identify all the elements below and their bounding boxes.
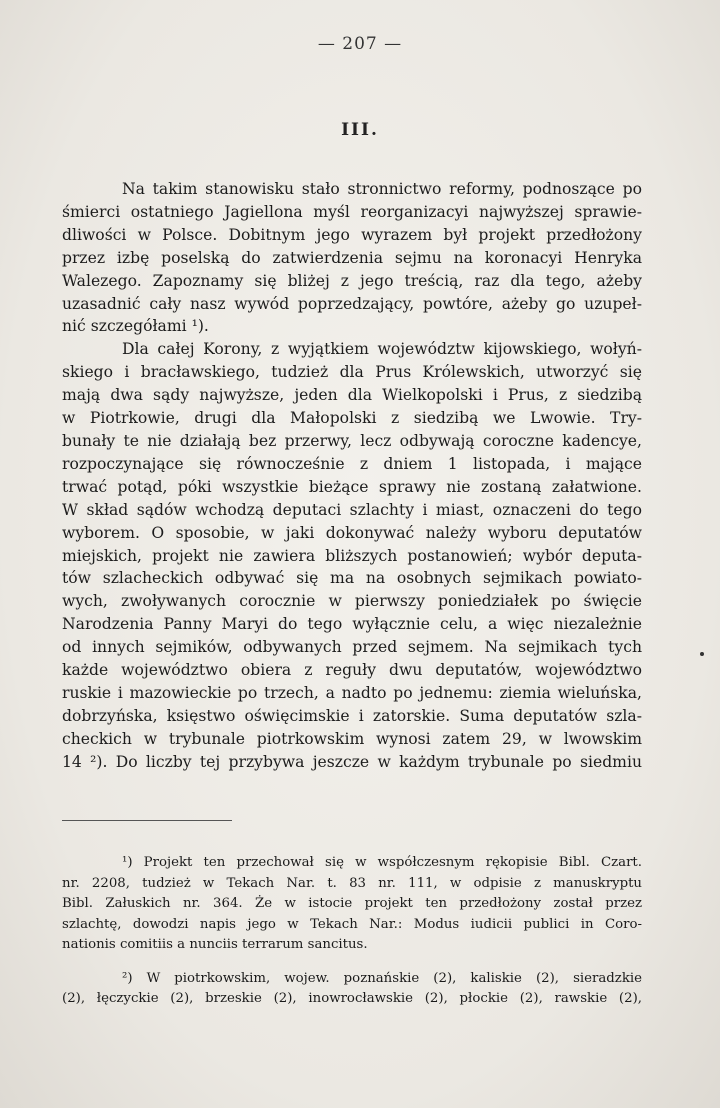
page-number: — 207 — (317, 34, 403, 54)
footnote-line: ²) W piotrkowskim, wojew. poznańskie (2), kaliskie (2), sieradzkie (122, 970, 642, 986)
footnote-line: (2), łęczyckie (2), brzeskie (2), inowrocławskie (2), płockie (2), rawskie (2), (62, 991, 642, 1006)
text-line: śmierci ostatniego Jagiellona myśl reorganizacyi najwyższej sprawie- (62, 202, 642, 221)
text-line: przez izbę poselską do zatwierdzenia sejmu na koronacyi Henryka (62, 248, 642, 267)
body-text (62, 178, 642, 774)
text-line: bunały te nie działają bez przerwy, lecz odbywają coroczne kadencye, (62, 431, 642, 450)
text-line: skiego i bracławskiego, tudzież dla Prus Królewskich, utworzyć się (62, 363, 642, 382)
text-line: Na takim stanowisku stało stronnictwo reformy, podnoszące po (122, 180, 642, 198)
footnote-line: nationis comitiis a nunciis terrarum sancitus. (62, 937, 368, 952)
text-line: Walezego. Zapoznamy się bliżej z jego treścią, raz dla tego, ażeby (62, 271, 642, 290)
text-line: tów szlacheckich odbywać się ma na osobnych sejmikach powiato- (62, 569, 642, 588)
text-line: miejskich, projekt nie zawiera bliższych postanowień; wybór deputa- (62, 546, 642, 565)
text-line: Dla całej Korony, z wyjątkiem województw kijowskiego, wołyń- (122, 340, 642, 359)
text-line: W skład sądów wchodzą deputaci szlachty i miast, oznaczeni do tego (62, 500, 642, 519)
ink-speck (700, 652, 704, 656)
section-heading: III. (341, 120, 379, 140)
text-line: uzasadnić cały nasz wywód poprzedzający, powtóre, ażeby go uzupeł- (62, 294, 642, 313)
text-line: checkich w trybunale piotrkowskim wynosi zatem 29, w lwowskim (62, 729, 642, 748)
footnotes (62, 853, 642, 1010)
text-line: dliwości w Polsce. Dobitnym jego wyrazem był projekt przedłożony (62, 225, 642, 244)
text-line: dobrzyńska, księstwo oświęcimskie i zatorskie. Suma deputatów szla- (62, 706, 642, 725)
footnote-divider (62, 820, 232, 821)
text-line: każde województwo obiera z reguły dwu deputatów, województwo (62, 661, 642, 680)
text-line: rozpoczynające się równocześnie z dniem 1 listopada, i mające (62, 454, 642, 473)
text-line: Narodzenia Panny Maryi do tego wyłącznie celu, a więc niezależnie (62, 615, 642, 634)
text-line: od innych sejmików, odbywanych przed sejmem. Na sejmikach tych (62, 638, 642, 657)
text-line: w Piotrkowie, drugi dla Małopolski z siedzibą we Lwowie. Try- (62, 409, 642, 428)
text-line: nić szczegółami ¹). (62, 317, 209, 336)
footnote-line: nr. 2208, tudzież w Tekach Nar. t. 83 nr. 111, w odpisie z manuskryptu (62, 875, 642, 891)
text-line: ruskie i mazowieckie po trzech, a nadto po jednemu: ziemia wieluńska, (62, 683, 642, 702)
text-line: wych, zwoływanych corocznie w pierwszy poniedziałek po święcie (62, 592, 642, 611)
text-line: trwać potąd, póki wszystkie bieżące sprawy nie zostaną załatwione. (62, 477, 642, 496)
text-line: wyborem. O sposobie, w jaki dokonywać należy wyboru deputatów (62, 523, 642, 542)
footnote-gap (62, 956, 642, 969)
footnote-line: ¹) Projekt ten przechował się w współczesnym rękopisie Bibl. Czart. (122, 855, 642, 870)
text-line: mają dwa sądy najwyższe, jeden dla Wielkopolski i Prus, z siedzibą (62, 386, 642, 405)
footnote-line: Bibl. Załuskich nr. 364. Że w istocie projekt ten przedłożony został przez (62, 896, 642, 911)
footnote-line: szlachtę, dowodzi napis jego w Tekach Nar.: Modus iudicii publici in Coro- (62, 916, 642, 932)
text-line: 14 ²). Do liczby tej przybywa jeszcze w każdym trybunale po siedmiu (62, 752, 642, 771)
